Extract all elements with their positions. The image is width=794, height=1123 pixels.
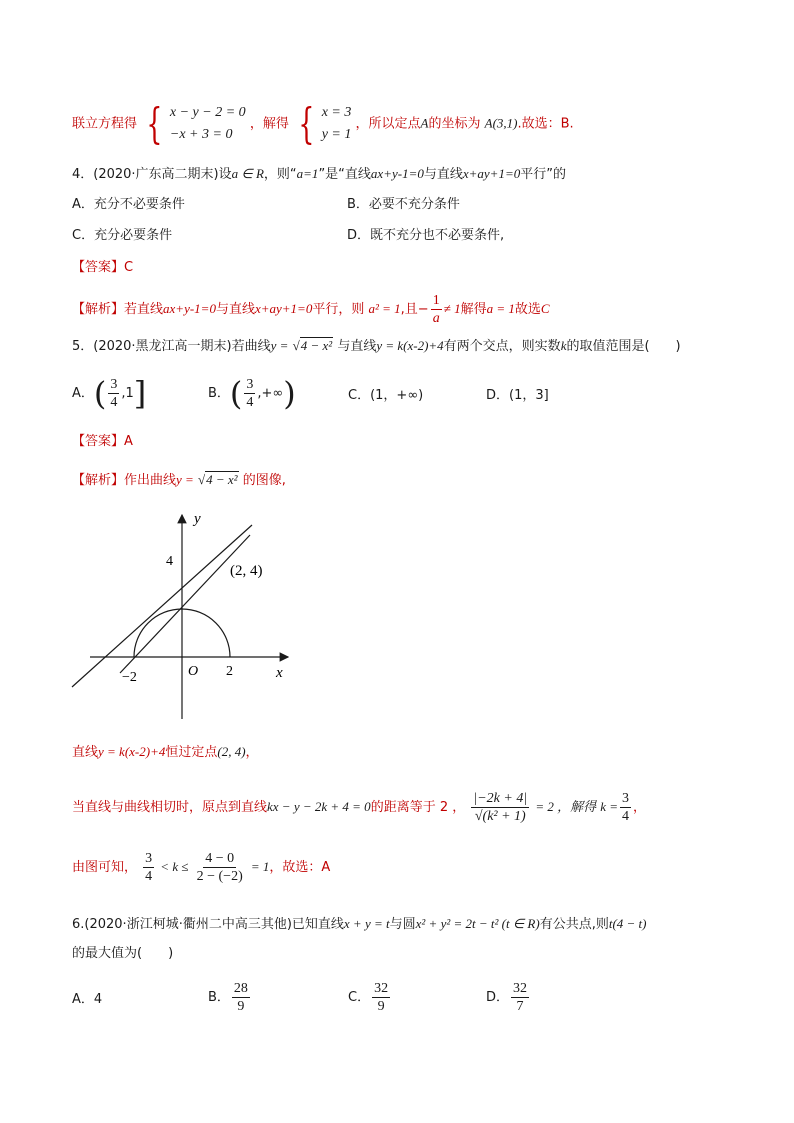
math: C bbox=[540, 301, 550, 316]
text: 6.(2020·浙江柯城·衢州二中高三其他)已知直线 bbox=[72, 917, 344, 932]
option-a[interactable]: A．充分不必要条件 bbox=[72, 197, 185, 212]
tag: 【解析】 bbox=[72, 473, 125, 488]
fraction bbox=[431, 292, 442, 327]
paren: ) bbox=[283, 374, 296, 413]
math: y = bbox=[270, 338, 289, 353]
math: y = bbox=[176, 472, 194, 487]
left-brace: { bbox=[298, 99, 315, 148]
text: ，则“ bbox=[263, 167, 297, 182]
option-d[interactable]: D．(1，3] bbox=[486, 388, 549, 403]
math: ax+y-1=0 bbox=[370, 166, 424, 181]
text: ”是“直线 bbox=[318, 167, 371, 182]
text: 与直线 bbox=[337, 339, 377, 354]
text: ,+∞ bbox=[257, 386, 284, 401]
option-a[interactable] bbox=[72, 376, 146, 411]
question-6-cont: 的最大值为( ) bbox=[72, 946, 174, 961]
text: 5．(2020·黑龙江高一期末)若曲线 bbox=[72, 339, 271, 354]
label: B． bbox=[208, 990, 230, 1005]
math: ≠ 1 bbox=[443, 301, 461, 316]
option-c[interactable] bbox=[348, 980, 392, 1015]
math: y = k(x-2)+4 bbox=[98, 744, 166, 759]
paren: ( bbox=[229, 374, 243, 413]
text: 直线 bbox=[72, 745, 99, 760]
denominator: 9 bbox=[377, 999, 385, 1014]
denominator: a bbox=[432, 311, 440, 326]
math: ax+y-1=0 bbox=[163, 301, 216, 316]
fraction bbox=[244, 376, 255, 411]
math: k bbox=[560, 338, 567, 353]
x-axis-label: x bbox=[276, 665, 283, 681]
math: a = 1 bbox=[486, 301, 515, 316]
label: D． bbox=[486, 990, 510, 1005]
conclusion-5 bbox=[72, 850, 330, 885]
numerator: 3 bbox=[110, 377, 118, 392]
numerator: 4 − 0 bbox=[205, 851, 235, 866]
denominator: 7 bbox=[516, 999, 524, 1014]
fraction bbox=[511, 980, 529, 1015]
equation: y = 1 bbox=[321, 127, 352, 142]
tag: 【解析】 bbox=[72, 302, 125, 317]
equation: x − y − 2 = 0 bbox=[169, 105, 246, 120]
text: 平行”的 bbox=[520, 167, 566, 182]
text: 的坐标为 bbox=[428, 116, 481, 132]
numerator: 32 bbox=[374, 981, 389, 996]
solution-line-1 bbox=[72, 99, 574, 148]
denominator: 9 bbox=[237, 999, 245, 1014]
label: A． bbox=[72, 386, 94, 401]
math: A(3,1) bbox=[484, 115, 518, 131]
text: ， bbox=[245, 745, 259, 760]
text: .故选：B. bbox=[517, 116, 574, 132]
numerator: 3 bbox=[622, 791, 630, 806]
answer-5: 【答案】A bbox=[72, 434, 133, 449]
math: t(4 − t) bbox=[608, 916, 647, 931]
text: 的图像, bbox=[242, 473, 286, 488]
point-label: (2, 4) bbox=[230, 563, 263, 579]
label: B． bbox=[208, 386, 230, 401]
text: 解得 bbox=[460, 302, 487, 317]
math: < k ≤ bbox=[160, 859, 189, 874]
text: 若直线 bbox=[124, 302, 164, 317]
text: ,1 bbox=[121, 386, 134, 401]
radicand: 4 − x² bbox=[206, 472, 238, 487]
option-c[interactable]: C．(1，+∞) bbox=[348, 388, 424, 403]
option-a[interactable]: A．4 bbox=[72, 992, 103, 1007]
question-5 bbox=[72, 336, 681, 357]
denominator: 4 bbox=[110, 395, 118, 410]
option-b[interactable]: B．必要不充分条件 bbox=[347, 197, 460, 212]
option-b[interactable] bbox=[208, 376, 296, 411]
numerator: 32 bbox=[513, 981, 528, 996]
denominator: 4 bbox=[622, 809, 630, 824]
explanation-5 bbox=[72, 470, 286, 491]
numerator: 3 bbox=[145, 851, 153, 866]
text: 有两个交点，则实数 bbox=[443, 339, 561, 354]
fraction bbox=[143, 850, 154, 885]
bracket: ] bbox=[133, 374, 147, 413]
math: A bbox=[420, 115, 429, 131]
numerator: 1 bbox=[432, 293, 440, 308]
left-brace: { bbox=[146, 99, 163, 148]
text: 有公共点,则 bbox=[539, 917, 609, 932]
option-d[interactable]: D．既不充分也不必要条件, bbox=[347, 228, 505, 243]
text: 的取值范围是( ) bbox=[566, 339, 681, 354]
denominator: 4 bbox=[145, 869, 153, 884]
text: 故选 bbox=[514, 302, 541, 317]
tangent-line bbox=[72, 525, 252, 687]
secant-line bbox=[120, 535, 250, 673]
origin-label: O bbox=[188, 664, 199, 679]
sqrt: √4 − x² bbox=[292, 338, 333, 353]
option-c[interactable]: C．充分必要条件 bbox=[72, 228, 173, 243]
answer-4: 【答案】C bbox=[72, 260, 134, 275]
tick-label-4: 4 bbox=[166, 554, 173, 569]
tick-label-2: 2 bbox=[226, 664, 233, 679]
text: 由图可知， bbox=[72, 860, 138, 875]
math: x² + y² = 2t − t² (t ∈ R) bbox=[415, 916, 540, 931]
denominator: √(k² + 1) bbox=[474, 809, 526, 824]
fraction bbox=[620, 790, 631, 825]
math: x+ay+1=0 bbox=[254, 301, 313, 316]
math: = 1 bbox=[250, 859, 270, 874]
text: 当直线与曲线相切时，原点到直线 bbox=[72, 800, 268, 815]
text: 与直线 bbox=[423, 167, 463, 182]
radicand: 4 − x² bbox=[300, 338, 333, 353]
math: a² = 1 bbox=[368, 301, 401, 316]
fraction bbox=[372, 980, 390, 1015]
text: 4．(2020·广东高二期末)设 bbox=[72, 167, 232, 182]
math: y = k(x-2)+4 bbox=[376, 338, 444, 353]
fraction bbox=[232, 980, 250, 1015]
sqrt: √4 − x² bbox=[197, 472, 238, 487]
text: ，所以定点 bbox=[355, 116, 421, 132]
paren: ( bbox=[93, 374, 107, 413]
math: a ∈ R bbox=[231, 166, 264, 181]
equation: −x + 3 = 0 bbox=[169, 127, 233, 142]
text: ， bbox=[633, 800, 647, 815]
math: (2, 4) bbox=[217, 744, 246, 759]
option-b[interactable] bbox=[208, 980, 252, 1015]
tangent-condition bbox=[72, 790, 646, 825]
fraction bbox=[471, 790, 529, 825]
function-graph bbox=[70, 505, 300, 727]
equation: x = 3 bbox=[321, 105, 352, 120]
denominator: 2 − (−2) bbox=[196, 869, 243, 884]
denominator: 4 bbox=[246, 395, 254, 410]
numerator: 28 bbox=[233, 981, 248, 996]
math: x+ay+1=0 bbox=[462, 166, 521, 181]
equation-system-2 bbox=[322, 102, 352, 146]
text: 平行，则 bbox=[312, 302, 365, 317]
line-fixed-point bbox=[72, 742, 259, 763]
option-d[interactable] bbox=[486, 980, 531, 1015]
math: k = bbox=[600, 799, 619, 814]
math: a=1 bbox=[296, 166, 319, 181]
fraction bbox=[108, 376, 119, 411]
label: C． bbox=[348, 990, 371, 1005]
text: 与直线 bbox=[215, 302, 255, 317]
math: − bbox=[417, 302, 429, 317]
equation-system-1 bbox=[170, 102, 246, 146]
text: ,且 bbox=[400, 302, 418, 317]
text: 作出曲线 bbox=[124, 473, 177, 488]
fraction bbox=[195, 850, 245, 885]
math: x + y = t bbox=[343, 916, 390, 931]
text: 的距离等于 2 ， bbox=[370, 800, 466, 815]
text: ，解得 bbox=[249, 116, 289, 132]
question-4 bbox=[72, 164, 566, 185]
text: 联立方程得 bbox=[72, 116, 138, 132]
question-6 bbox=[72, 914, 646, 935]
numerator: |−2k + 4| bbox=[473, 791, 528, 806]
numerator: 3 bbox=[246, 377, 254, 392]
explanation-4 bbox=[72, 292, 550, 327]
text: 与圆 bbox=[389, 917, 416, 932]
math: = 2 ，解得 bbox=[535, 799, 597, 814]
tick-label-neg2: −2 bbox=[122, 670, 137, 685]
math: kx − y − 2k + 4 = 0 bbox=[267, 799, 371, 814]
text: 恒过定点 bbox=[165, 745, 218, 760]
y-axis-label: y bbox=[194, 511, 201, 527]
text: ，故选：A bbox=[269, 860, 331, 875]
